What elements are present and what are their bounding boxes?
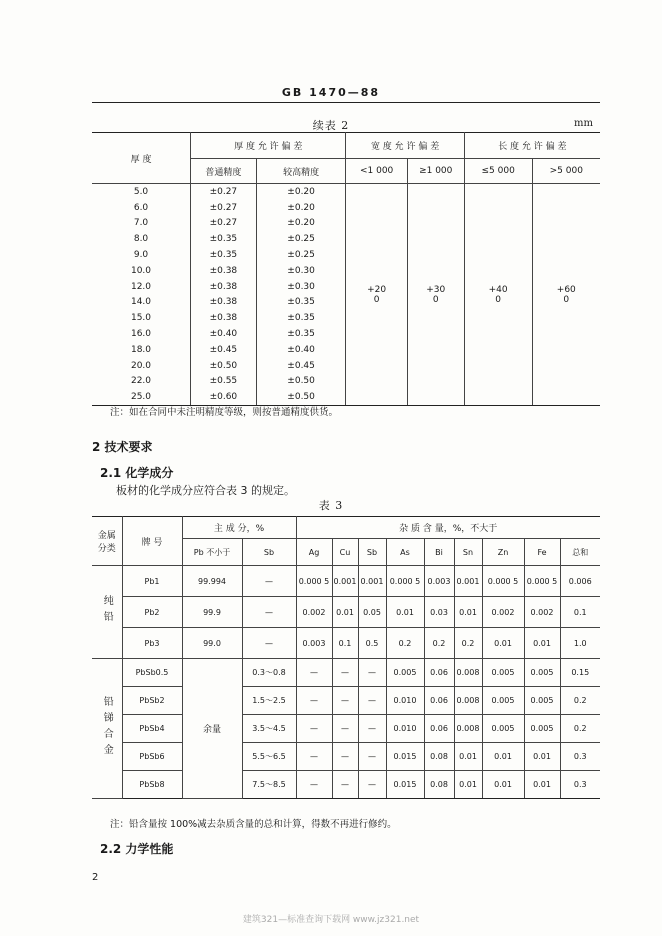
header-width-ge-1000: ≥1 000 [407, 159, 464, 184]
impurity-cell: 0.005 [482, 715, 524, 743]
normal-tolerance-cell: ±0.27 [191, 184, 257, 200]
thickness-cell: 8.0 [92, 231, 191, 247]
header-length-le-5000: ≤5 000 [464, 159, 532, 184]
sb-cell: 3.5～4.5 [242, 715, 296, 743]
impurity-cell: 0.01 [454, 597, 482, 628]
width-ge-1000-tolerance-lower: 0 [432, 294, 439, 305]
header-main-components: 主 成 分，% [182, 517, 296, 539]
header-high-precision: 较高精度 [256, 159, 346, 184]
thickness-cell: 9.0 [92, 247, 191, 263]
high-tolerance-cell: ±0.50 [256, 389, 346, 405]
table2-unit: mm [574, 118, 593, 129]
sb-cell: 0.3～0.8 [242, 659, 296, 687]
thickness-cell: 7.0 [92, 216, 191, 232]
impurity-cell: 0.08 [424, 771, 454, 799]
table-row [92, 771, 600, 799]
impurity-cell: 0.01 [524, 743, 560, 771]
table-row [92, 715, 600, 743]
thickness-cell: 20.0 [92, 358, 191, 374]
header-width-tolerance: 宽 度 允 许 偏 差 [346, 133, 464, 159]
impurity-cell: — [296, 687, 332, 715]
impurity-cell: 0.008 [454, 659, 482, 687]
group-lead-antimony-alloy [92, 659, 122, 799]
header-pb-min: Pb 不小于 [182, 539, 242, 566]
grade-cell: PbSb8 [122, 771, 182, 799]
header-impurity-col: As [386, 539, 424, 566]
header-impurity-col: Cu [332, 539, 358, 566]
grade-cell: PbSb6 [122, 743, 182, 771]
section-2-2-title: 2.2 力学性能 [100, 842, 174, 856]
high-tolerance-cell: ±0.30 [256, 279, 346, 295]
normal-tolerance-cell: ±0.40 [191, 326, 257, 342]
thickness-cell: 22.0 [92, 374, 191, 390]
impurity-cell: — [296, 715, 332, 743]
high-tolerance-cell: ±0.35 [256, 326, 346, 342]
impurity-cell: — [358, 743, 386, 771]
thickness-cell: 16.0 [92, 326, 191, 342]
header-alloy-class: 金属 分类 [92, 517, 122, 566]
normal-tolerance-cell: ±0.38 [191, 279, 257, 295]
width-ge-1000-tolerance-upper: +30 [426, 284, 446, 295]
grade-cell: PbSb2 [122, 687, 182, 715]
impurity-cell: 0.002 [524, 597, 560, 628]
normal-tolerance-cell: ±0.38 [191, 310, 257, 326]
high-tolerance-cell: ±0.35 [256, 310, 346, 326]
impurity-cell: 0.006 [560, 566, 600, 597]
header-rule [92, 102, 600, 103]
impurity-cell: 0.01 [482, 628, 524, 659]
header-normal-precision: 普通精度 [191, 159, 257, 184]
impurity-cell: 0.008 [454, 687, 482, 715]
header-impurity-content: 杂 质 含 量，%，不大于 [296, 517, 600, 539]
watermark-footer: 建筑321—标准查询下载网 www.jz321.net [242, 915, 420, 925]
impurity-cell: 0.01 [332, 597, 358, 628]
impurity-cell: 0.01 [524, 628, 560, 659]
thickness-cell: 10.0 [92, 263, 191, 279]
high-tolerance-cell: ±0.20 [256, 216, 346, 232]
high-tolerance-cell: ±0.45 [256, 358, 346, 374]
normal-tolerance-cell: ±0.35 [191, 247, 257, 263]
header-grade: 牌 号 [122, 517, 182, 566]
table-row [92, 184, 600, 200]
impurity-cell: — [332, 659, 358, 687]
normal-tolerance-cell: ±0.35 [191, 231, 257, 247]
length-gt-5000-tolerance-lower: 0 [563, 294, 570, 305]
width-lt-1000-tolerance-upper: +20 [367, 284, 387, 295]
length-le-5000-tolerance-lower: 0 [495, 294, 501, 305]
impurity-cell: 0.2 [386, 628, 424, 659]
high-tolerance-cell: ±0.30 [256, 263, 346, 279]
impurity-cell: 0.000 5 [386, 566, 424, 597]
length-gt-5000-tolerance [532, 184, 600, 406]
impurity-cell: 0.01 [524, 771, 560, 799]
high-tolerance-cell: ±0.35 [256, 295, 346, 311]
impurity-cell: 0.06 [424, 687, 454, 715]
impurity-cell: 0.005 [482, 659, 524, 687]
document-code: GB 1470—88 [281, 86, 381, 99]
impurity-cell: 0.003 [296, 628, 332, 659]
thickness-cell: 18.0 [92, 342, 191, 358]
impurity-cell: 0.03 [424, 597, 454, 628]
impurity-cell: 0.010 [386, 687, 424, 715]
section-2-1-title: 2.1 化学成分 [100, 466, 174, 480]
header-length-tolerance: 长 度 允 许 偏 差 [464, 133, 600, 159]
sb-cell: — [242, 597, 296, 628]
length-le-5000-tolerance-upper: +40 [488, 284, 508, 295]
length-le-5000-tolerance [464, 184, 532, 406]
impurity-cell: 0.008 [454, 715, 482, 743]
section-2-title: 2 技术要求 [92, 440, 153, 454]
impurity-cell: 0.015 [386, 771, 424, 799]
pb-cell: 99.994 [182, 566, 242, 597]
header-thickness: 厚 度 [92, 133, 191, 184]
impurity-cell: 0.005 [386, 659, 424, 687]
impurity-cell: 0.01 [454, 771, 482, 799]
table3 [92, 516, 600, 799]
high-tolerance-cell: ±0.50 [256, 374, 346, 390]
impurity-cell: 0.2 [560, 687, 600, 715]
normal-tolerance-cell: ±0.55 [191, 374, 257, 390]
impurity-cell: — [332, 715, 358, 743]
high-tolerance-cell: ±0.25 [256, 247, 346, 263]
grade-cell: PbSb0.5 [122, 659, 182, 687]
thickness-cell: 5.0 [92, 184, 191, 200]
table-row [92, 597, 600, 628]
impurity-cell: — [296, 659, 332, 687]
impurity-cell: 0.005 [524, 687, 560, 715]
impurity-cell: 0.15 [560, 659, 600, 687]
impurity-cell: 0.000 5 [296, 566, 332, 597]
header-impurity-col: Sb [358, 539, 386, 566]
impurity-cell: 0.1 [332, 628, 358, 659]
impurity-cell: 0.2 [454, 628, 482, 659]
high-tolerance-cell: ±0.25 [256, 231, 346, 247]
impurity-cell: 0.06 [424, 715, 454, 743]
table-row [92, 743, 600, 771]
normal-tolerance-cell: ±0.60 [191, 389, 257, 405]
impurity-cell: 0.001 [332, 566, 358, 597]
impurity-cell: — [358, 715, 386, 743]
group-lead-antimony-alloy-label: 铅锑合金 [101, 695, 113, 760]
impurity-cell: 0.001 [454, 566, 482, 597]
impurity-cell: 0.01 [386, 597, 424, 628]
impurity-cell: 0.5 [358, 628, 386, 659]
header-length-gt-5000: >5 000 [532, 159, 600, 184]
sb-cell: 7.5～8.5 [242, 771, 296, 799]
thickness-cell: 6.0 [92, 200, 191, 216]
header-impurity-col: 总和 [560, 539, 600, 566]
impurity-cell: 0.002 [296, 597, 332, 628]
width-lt-1000-tolerance [346, 184, 407, 406]
sb-cell: — [242, 628, 296, 659]
impurity-cell: 1.0 [560, 628, 600, 659]
grade-cell: Pb3 [122, 628, 182, 659]
normal-tolerance-cell: ±0.50 [191, 358, 257, 374]
impurity-cell: 0.3 [560, 743, 600, 771]
impurity-cell: — [358, 659, 386, 687]
thickness-cell: 12.0 [92, 279, 191, 295]
impurity-cell: 0.003 [424, 566, 454, 597]
normal-tolerance-cell: ±0.45 [191, 342, 257, 358]
header-main-sb: Sb [242, 539, 296, 566]
group-pure-lead [92, 566, 122, 659]
grade-cell: Pb1 [122, 566, 182, 597]
length-gt-5000-tolerance-upper: +60 [556, 284, 576, 295]
grade-cell: Pb2 [122, 597, 182, 628]
impurity-cell: 0.1 [560, 597, 600, 628]
table-row [92, 566, 600, 597]
table2-note: 注：如在合同中未注明精度等级，则按普通精度供货。 [110, 407, 339, 418]
normal-tolerance-cell: ±0.38 [191, 295, 257, 311]
width-lt-1000-tolerance-lower: 0 [373, 294, 380, 305]
header-thickness-tolerance: 厚 度 允 许 偏 差 [191, 133, 346, 159]
sb-cell: 1.5～2.5 [242, 687, 296, 715]
impurity-cell: 0.01 [454, 743, 482, 771]
header-impurity-col: Fe [524, 539, 560, 566]
impurity-cell: 0.005 [524, 659, 560, 687]
pb-cell: 99.9 [182, 597, 242, 628]
thickness-cell: 25.0 [92, 389, 191, 405]
header-width-lt-1000: <1 000 [346, 159, 407, 184]
thickness-cell: 15.0 [92, 310, 191, 326]
header-impurity-col: Bi [424, 539, 454, 566]
header-impurity-col: Sn [454, 539, 482, 566]
normal-tolerance-cell: ±0.27 [191, 216, 257, 232]
impurity-cell: 0.005 [482, 687, 524, 715]
section-2-1-text: 板材的化学成分应符合表 3 的规定。 [116, 484, 295, 497]
impurity-cell: 0.005 [524, 715, 560, 743]
grade-cell: PbSb4 [122, 715, 182, 743]
impurity-cell: 0.001 [358, 566, 386, 597]
group-pure-lead-label: 纯铅 [101, 595, 113, 627]
table3-caption: 表 3 [318, 499, 344, 512]
header-impurity-col: Ag [296, 539, 332, 566]
impurity-cell: — [332, 687, 358, 715]
table-row [92, 628, 600, 659]
impurity-cell: 0.2 [560, 715, 600, 743]
normal-tolerance-cell: ±0.27 [191, 200, 257, 216]
sb-cell: — [242, 566, 296, 597]
high-tolerance-cell: ±0.40 [256, 342, 346, 358]
header-impurity-col: Zn [482, 539, 524, 566]
table3-note: 注：铅含量按 100%减去杂质含量的总和计算，得数不再进行修约。 [110, 819, 397, 830]
impurity-cell: 0.01 [482, 743, 524, 771]
impurity-cell: — [332, 771, 358, 799]
page-number: 2 [92, 872, 99, 883]
table2 [92, 132, 600, 406]
impurity-cell: 0.05 [358, 597, 386, 628]
table-row [92, 659, 600, 687]
high-tolerance-cell: ±0.20 [256, 200, 346, 216]
high-tolerance-cell: ±0.20 [256, 184, 346, 200]
impurity-cell: 0.000 5 [524, 566, 560, 597]
impurity-cell: 0.08 [424, 743, 454, 771]
impurity-cell: 0.3 [560, 771, 600, 799]
pb-balance-cell: 余量 [182, 659, 242, 799]
impurity-cell: 0.002 [482, 597, 524, 628]
impurity-cell: — [358, 687, 386, 715]
impurity-cell: 0.010 [386, 715, 424, 743]
impurity-cell: 0.015 [386, 743, 424, 771]
impurity-cell: — [296, 743, 332, 771]
thickness-cell: 14.0 [92, 295, 191, 311]
impurity-cell: 0.06 [424, 659, 454, 687]
impurity-cell: — [358, 771, 386, 799]
pb-cell: 99.0 [182, 628, 242, 659]
width-ge-1000-tolerance [407, 184, 464, 406]
impurity-cell: 0.2 [424, 628, 454, 659]
impurity-cell: — [332, 743, 358, 771]
impurity-cell: 0.000 5 [482, 566, 524, 597]
table-row [92, 687, 600, 715]
impurity-cell: 0.01 [482, 771, 524, 799]
impurity-cell: — [296, 771, 332, 799]
table2-caption: 续表 2 [312, 119, 350, 132]
sb-cell: 5.5～6.5 [242, 743, 296, 771]
normal-tolerance-cell: ±0.38 [191, 263, 257, 279]
